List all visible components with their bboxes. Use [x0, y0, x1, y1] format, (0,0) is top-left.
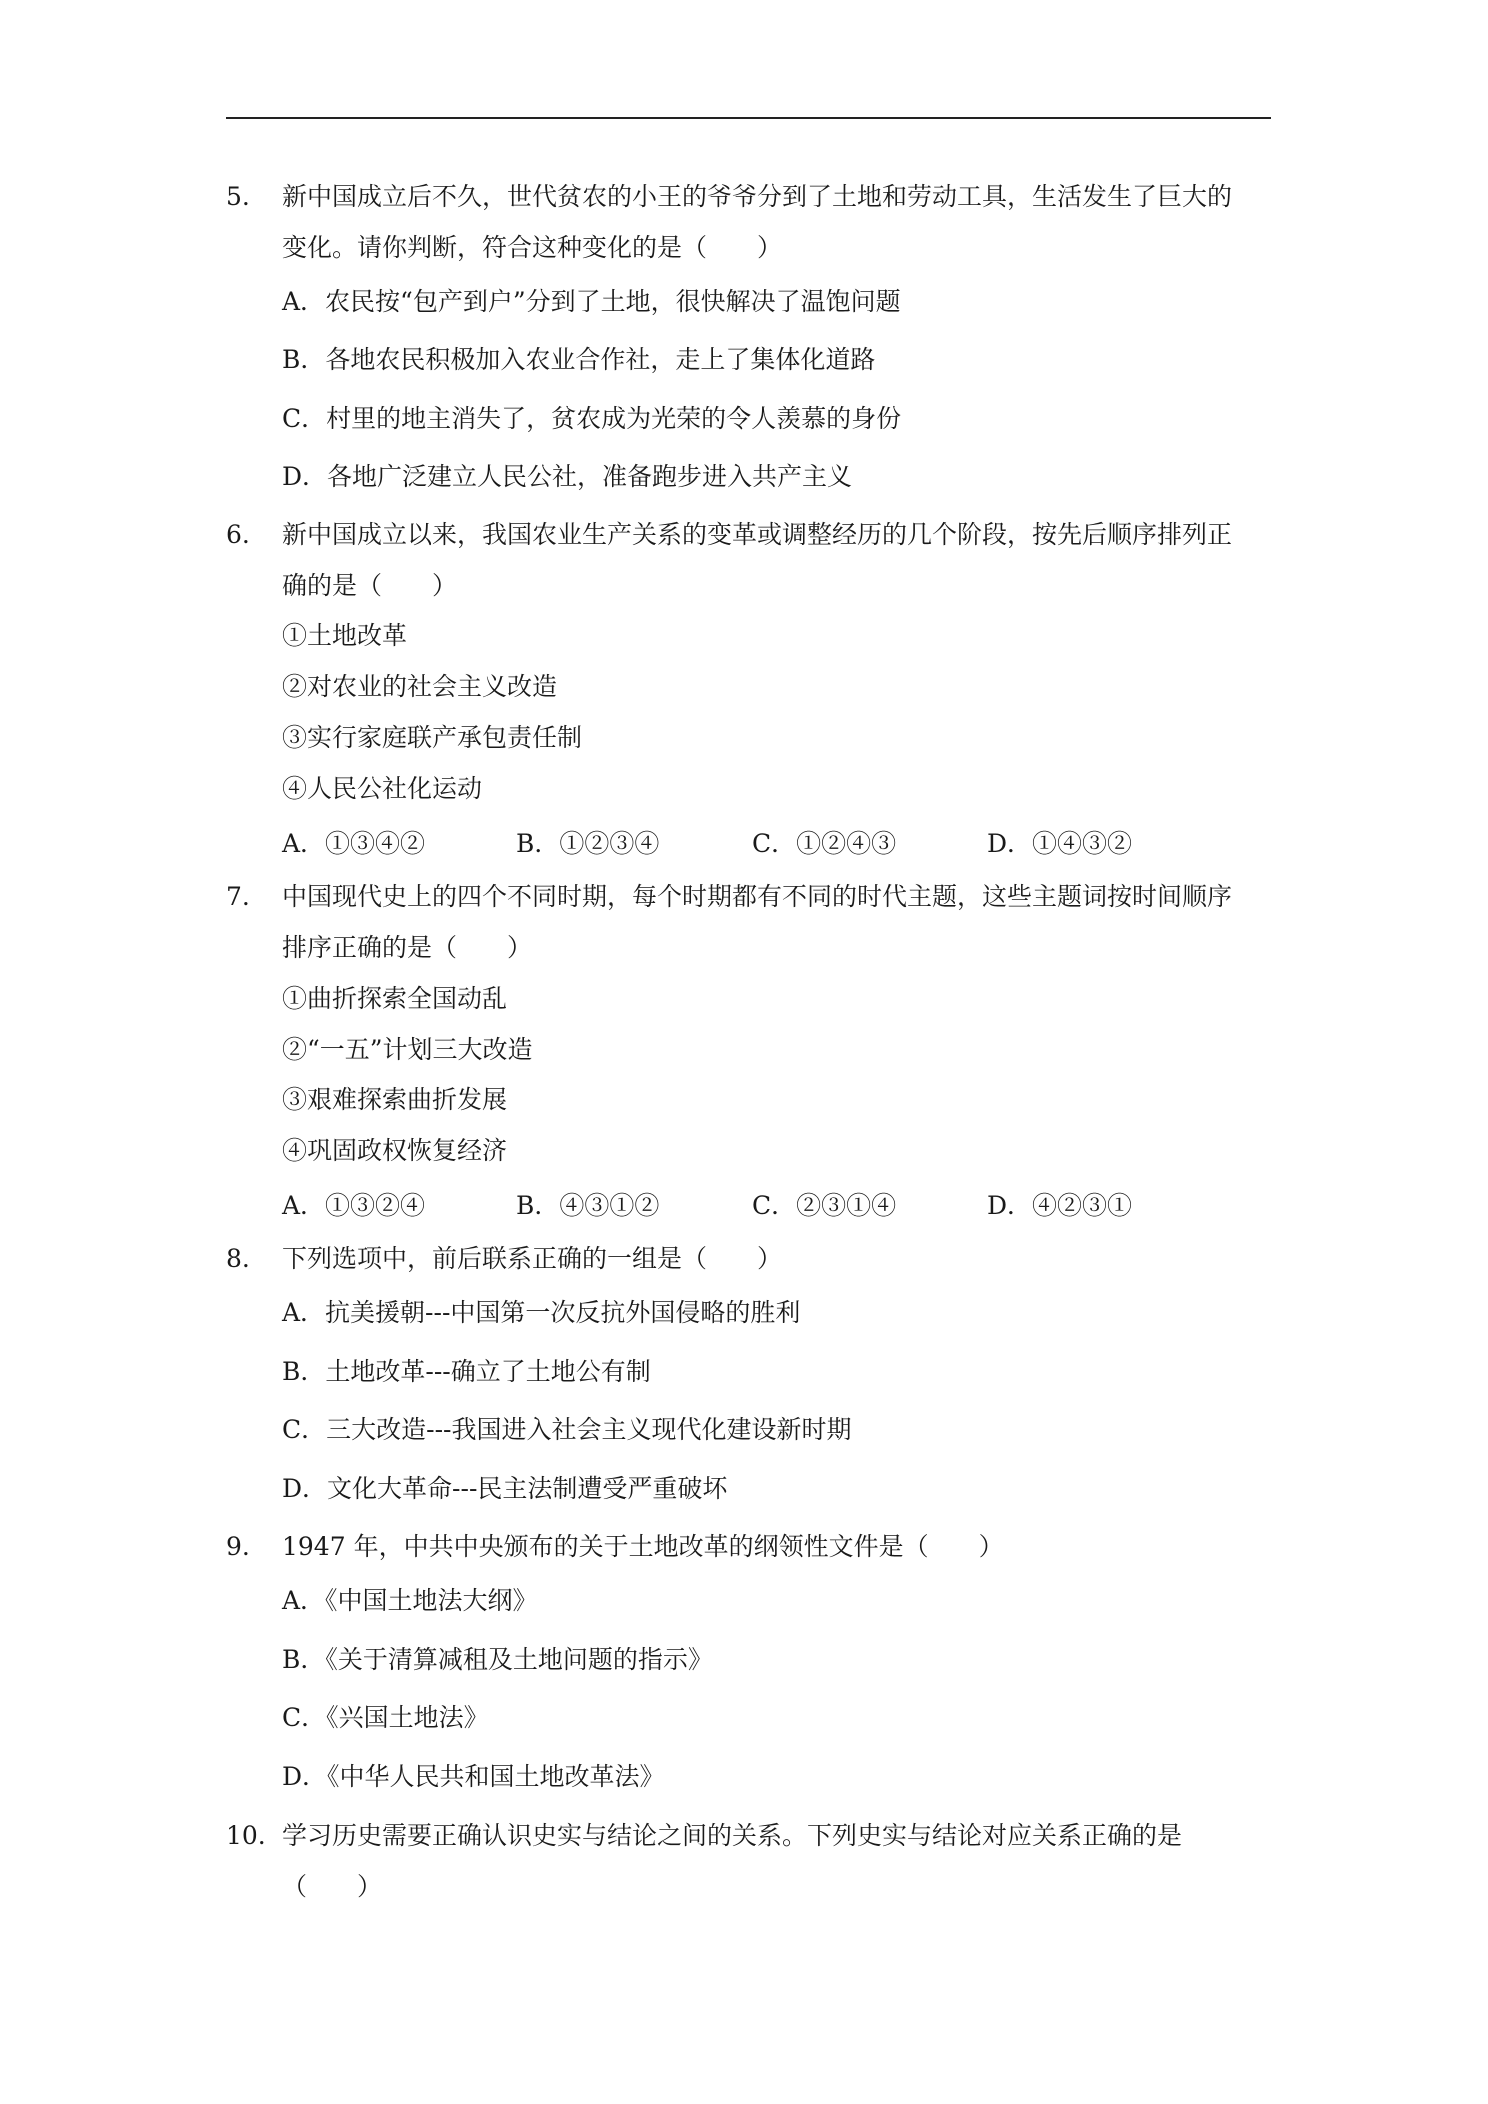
option-c: C．村里的地主消失了，贫农成为光荣的令人羡慕的身份 [282, 404, 902, 433]
option-b: B．各地农民积极加入农业合作社，走上了集体化道路 [282, 345, 876, 374]
option-a: A．①③②④ [282, 1191, 426, 1220]
question-stem-line: 中国现代史上的四个不同时期，每个时期都有不同的时代主题，这些主题词按时间顺序 [282, 882, 1233, 911]
question-stem-line: 变化。请你判断，符合这种变化的是（ ） [282, 233, 783, 262]
statement-item: ③实行家庭联产承包责任制 [282, 723, 583, 752]
question-stem-line: 学习历史需要正确认识史实与结论之间的关系。下列史实与结论对应关系正确的是 [282, 1821, 1183, 1850]
question-number: 5. [226, 182, 250, 211]
option-a: A．《中国土地法大纲》 [282, 1586, 538, 1615]
question-number: 7. [226, 882, 250, 911]
option-b: B．《关于清算减租及土地问题的指示》 [282, 1645, 713, 1674]
statement-item: ③艰难探索曲折发展 [282, 1085, 508, 1114]
question-stem-line: 1947 年，中共中央颁布的关于土地改革的纲领性文件是（ ） [282, 1532, 1004, 1561]
question-number: 10. [226, 1821, 266, 1850]
option-c: C．①②④③ [752, 829, 897, 858]
option-d: D．文化大革命---民主法制遭受严重破坏 [282, 1474, 728, 1503]
question-stem-line: 确的是（ ） [282, 571, 458, 600]
statement-item: ④人民公社化运动 [282, 774, 483, 803]
statement-item: ④巩固政权恢复经济 [282, 1136, 508, 1165]
question-stem-line: 新中国成立后不久，世代贫农的小王的爷爷分到了土地和劳动工具，生活发生了巨大的 [282, 182, 1233, 211]
option-a: A．①③④② [282, 829, 426, 858]
option-c: C．《兴国土地法》 [282, 1703, 489, 1732]
option-c: C．②③①④ [752, 1191, 897, 1220]
statement-item: ①土地改革 [282, 621, 408, 650]
option-b: B．④③①② [516, 1191, 660, 1220]
statement-item: ②“一五”计划三大改造 [282, 1035, 533, 1064]
question-number: 9. [226, 1532, 250, 1561]
question-number: 8. [226, 1244, 250, 1273]
question-number: 6. [226, 520, 250, 549]
option-b: B．土地改革---确立了土地公有制 [282, 1357, 651, 1386]
question-stem-line: 下列选项中，前后联系正确的一组是（ ） [282, 1244, 783, 1273]
option-d: D．④②③① [987, 1191, 1133, 1220]
statement-item: ①曲折探索全国动乱 [282, 984, 508, 1013]
option-d: D．各地广泛建立人民公社，准备跑步进入共产主义 [282, 462, 853, 491]
question-stem-line: 新中国成立以来，我国农业生产关系的变革或调整经历的几个阶段，按先后顺序排列正 [282, 520, 1233, 549]
statement-item: ②对农业的社会主义改造 [282, 672, 558, 701]
question-stem-line: 排序正确的是（ ） [282, 933, 533, 962]
option-a: A．农民按“包产到户”分到了土地，很快解决了温饱问题 [282, 287, 901, 316]
option-c: C．三大改造---我国进入社会主义现代化建设新时期 [282, 1415, 852, 1444]
option-b: B．①②③④ [516, 829, 660, 858]
option-d: D．《中华人民共和国土地改革法》 [282, 1762, 665, 1791]
header-rule [226, 117, 1271, 119]
option-a: A．抗美援朝---中国第一次反抗外国侵略的胜利 [282, 1298, 801, 1327]
option-d: D．①④③② [987, 829, 1133, 858]
question-stem-line: （ ） [282, 1872, 383, 1901]
